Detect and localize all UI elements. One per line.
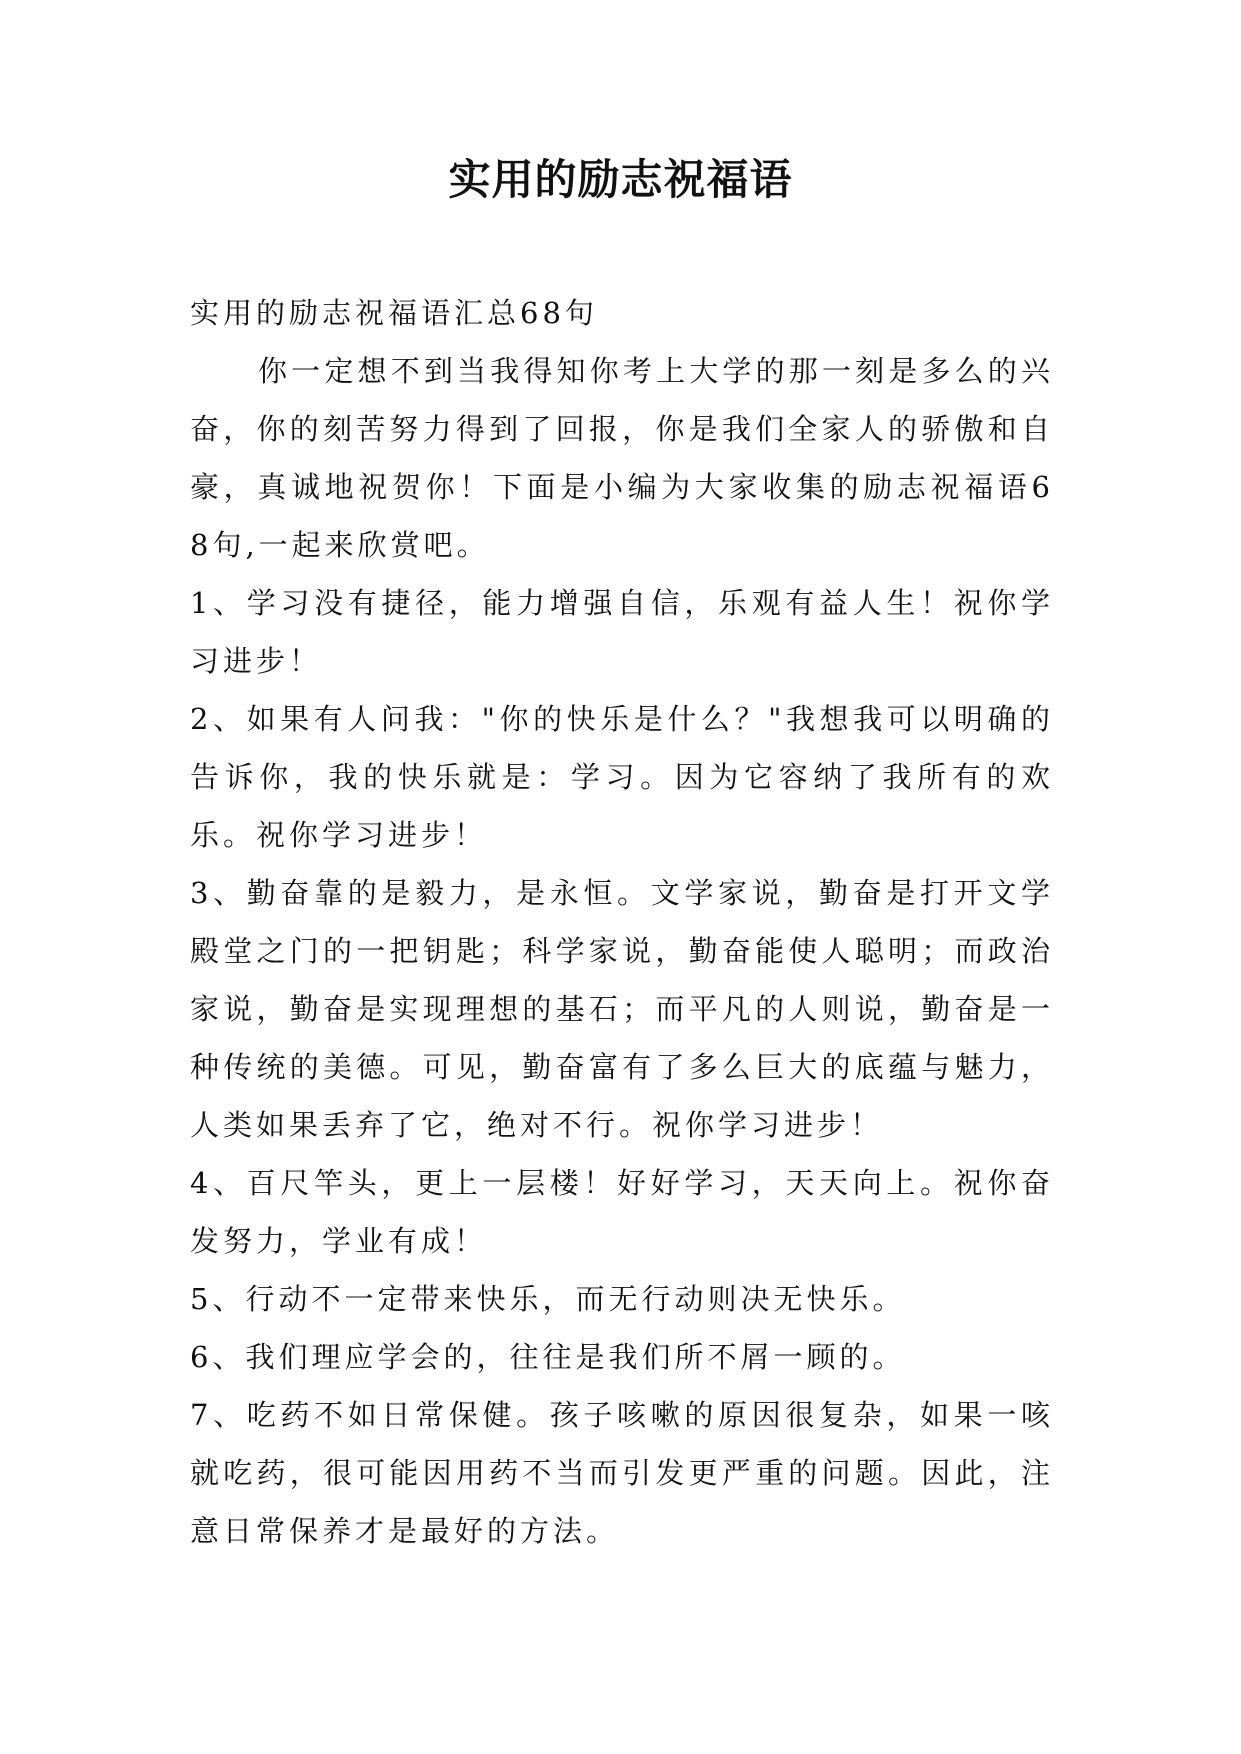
- list-item-4: 4、百尺竿头，更上一层楼！好好学习，天天向上。祝你奋发努力，学业有成！: [190, 1166, 1054, 1258]
- list-item-6: 6、我们理应学会的，往往是我们所不屑一顾的。: [190, 1340, 906, 1374]
- document-title: 实用的励志祝福语: [448, 155, 793, 204]
- intro-paragraph: 你一定想不到当我得知你考上大学的那一刻是多么的兴奋，你的刻苦努力得到了回报，你是我们全家人的骄傲和自豪，真诚地祝贺你！下面是小编为大家收集的励志祝福语68句,一起来欣赏吧。: [190, 354, 1054, 562]
- list-item-3: 3、勤奋靠的是毅力，是永恒。文学家说，勤奋是打开文学殿堂之门的一把钥匙；科学家说，勤奋能使人聪明；而政治家说，勤奋是实现理想的基石；而平凡的人则说，勤奋是一种传统的美德。可见，勤奋富有了多么巨大的底蕴与魅力，人类如果丢弃了它，绝对不行。祝你学习进步！: [190, 876, 1054, 1142]
- list-item-1: 1、学习没有捷径，能力增强自信，乐观有益人生！祝你学习进步！: [190, 586, 1054, 678]
- list-item-5: 5、行动不一定带来快乐，而无行动则决无快乐。: [190, 1282, 906, 1316]
- document-subtitle: 实用的励志祝福语汇总68句: [190, 296, 598, 330]
- list-item-7: 7、吃药不如日常保健。孩子咳嗽的原因很复杂，如果一咳就吃药，很可能因用药不当而引发更严重的问题。因此，注意日常保养才是最好的方法。: [190, 1398, 1054, 1548]
- list-item-2: 2、如果有人问我："你的快乐是什么？"我想我可以明确的告诉你，我的快乐就是：学习。因为它容纳了我所有的欢乐。祝你学习进步！: [190, 702, 1054, 852]
- document-body: [190, 284, 1054, 1560]
